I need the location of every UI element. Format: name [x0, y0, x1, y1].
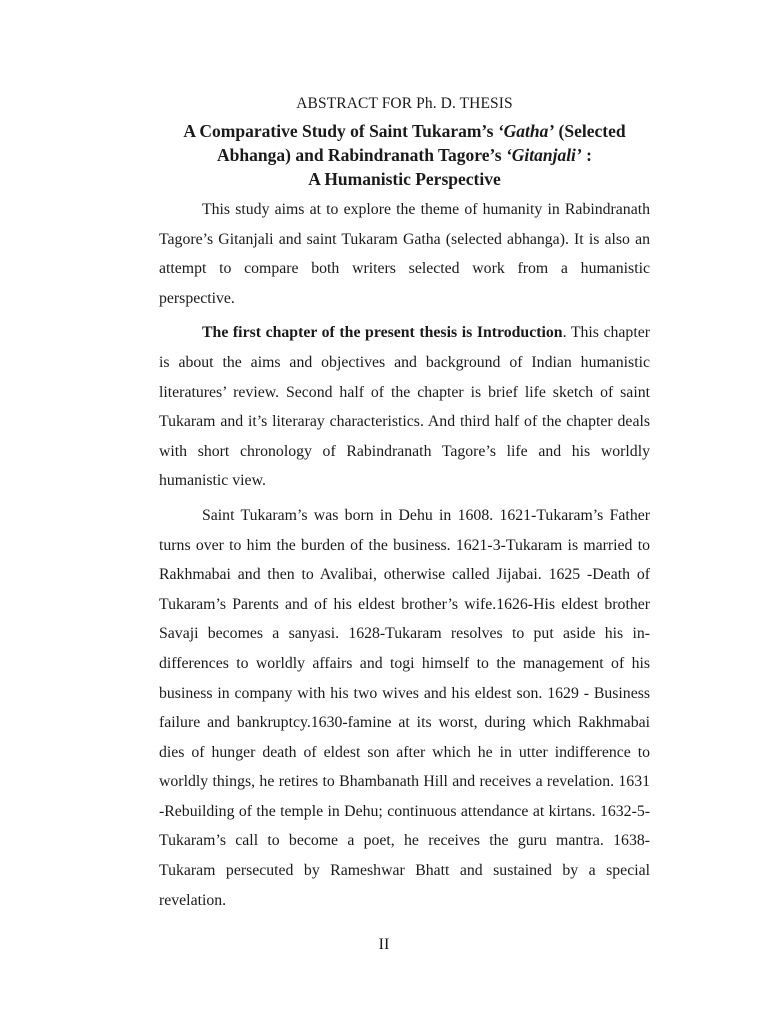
title-subtitle: A Humanistic Perspective [308, 169, 501, 189]
paragraph-chronology: Saint Tukaram’s was born in Dehu in 1608. 1621-Tukaram’s Father turns over to him the burden of the business. 1621-3-Tukaram is married to Rakhmabai and then to Avalibai, otherwise called Jijabai. 1625 -Death of Tukaram’s Parents and of his eldest brother’s wife.1626-His eldest brother Savaji becomes a sanyasi. 1628-Tukaram resolves to put aside his in- differences to worldly affairs and togi himself to the management of his business in company with his two wives and his eldest son. 1629 - Business failure and bankruptcy.1630-famine at its worst, during which Rakhmabai dies of hunger death of eldest son after which he in utter indifference to worldly things, he retires to Bhambanath Hill and receives a revelation. 1631 -Rebuilding of the temple in Dehu; continuous attendance at kirtans. 1632-5-Tukaram’s call to become a poet, he receives the guru mantra. 1638- Tukaram persecuted by Rameshwar Bhatt and sustained by a special revelation. [159, 506, 650, 909]
chapter-one-text: . This chapter is about the aims and objectives and background of Indian humanistic literatures’ review. Second half of the chapter is brief life sketch of saint Tukaram and it’s literaray characteristics. And third half of the chapter deals with short chronology of Rabindranath Tagore’s life and his worldly humanistic view. [159, 324, 650, 490]
document-page [159, 93, 650, 915]
chapter-one-bold-lead: The first chapter of the present thesis is Introduction [202, 324, 563, 342]
title-gatha: ‘Gatha’ [497, 121, 555, 141]
title-part-3: : [581, 145, 592, 165]
thesis-title [159, 119, 650, 191]
paragraph-chapter-one [159, 318, 650, 496]
title-gitanjali: ‘Gitanjali’ [505, 145, 582, 165]
title-part-2: (Selected Abhanga) and Rabindranath Tagore’s [217, 121, 626, 165]
paragraph-intro: This study aims at to explore the theme of humanity in Rabindranath Tagore’s Gitanjali and saint Tukaram Gatha (selected abhanga). It is also an attempt to compare both writers selected work from a humanistic perspective. [159, 201, 650, 307]
page-number: II [378, 936, 390, 953]
title-part-1: A Comparative Study of Saint Tukaram’s [183, 121, 498, 141]
abstract-heading: ABSTRACT FOR Ph. D. THESIS [296, 95, 513, 112]
